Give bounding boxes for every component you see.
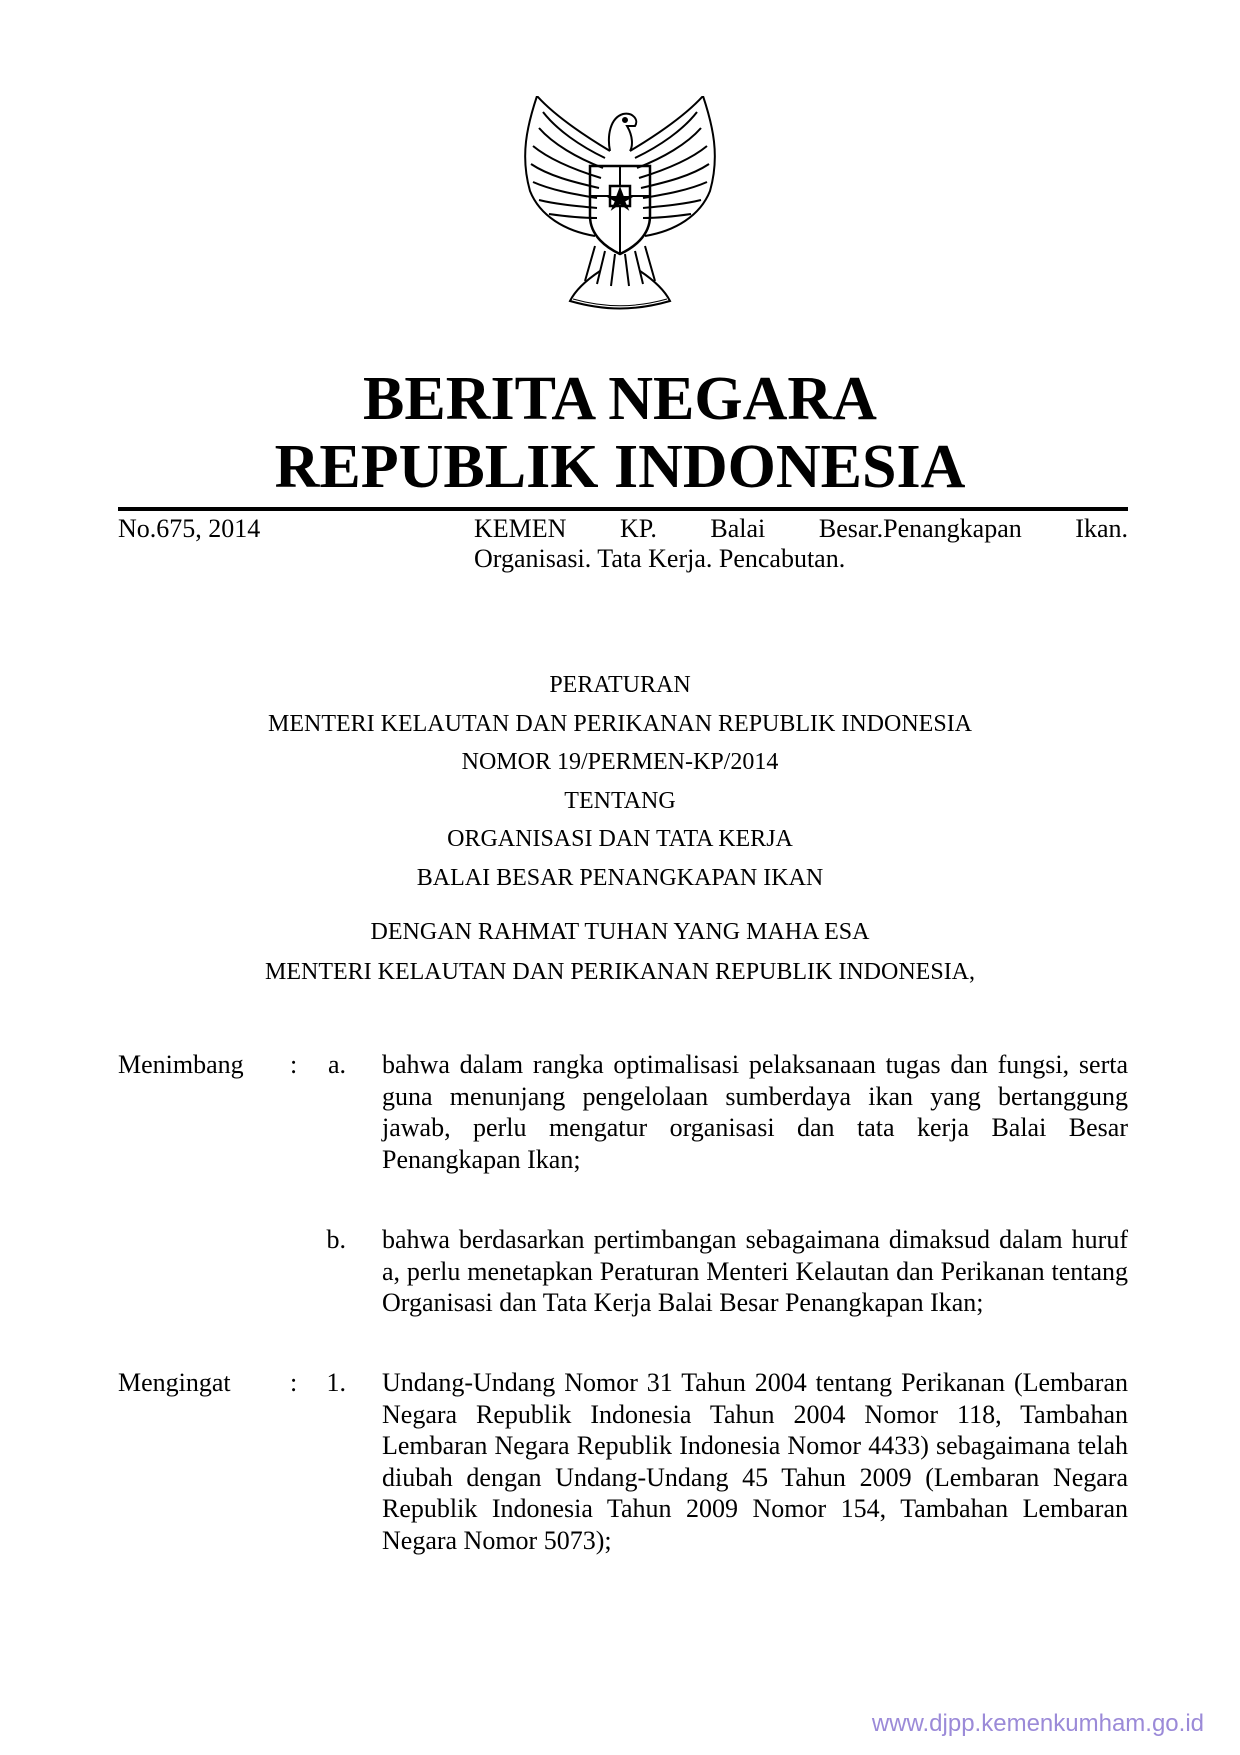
regulation-title-line: PERATURAN — [549, 672, 691, 698]
masthead-divider — [118, 507, 1128, 511]
regulation-title-line: BALAI BESAR PENANGKAPAN IKAN — [416, 864, 824, 891]
mengingat-item-text: Undang-Undang Nomor 31 Tahun 2004 tentang Perikanan (Lembaran Negara Republik Indonesia Tahun 2004 Nomor 118, Tambahan Lembaran Negara Republik Indonesia Nomor 4433) sebagaimana telah diubah dengan Undang-Undang 45 Tahun 2009 (Lembaran Negara Republik Indonesia Tahun 2009 Nomor 154, Tambahan Lembaran Negara Nomor 5073); — [382, 1368, 1128, 1555]
gazette-subject — [474, 514, 1128, 574]
footer-website-link[interactable]: www.djpp.kemenkumham.go.id — [871, 1710, 1204, 1737]
regulation-title-line: MENTERI KELAUTAN DAN PERIKANAN REPUBLIK INDONESIA — [267, 710, 973, 737]
menimbang-item-text: bahwa berdasarkan pertimbangan sebagaimana dimaksud dalam huruf a, perlu menetapkan Peraturan Menteri Kelautan dan Perikanan tentang Organisasi dan Tata Kerja Balai Besar Penangkapan Ikan; — [382, 1225, 1128, 1317]
menimbang-colon: : — [290, 1050, 298, 1079]
regulation-title-line: NOMOR 19/PERMEN-KP/2014 — [461, 749, 779, 775]
mengingat-item-marker: 1. — [326, 1368, 346, 1397]
masthead-title-line2: REPUBLIK INDONESIA — [274, 433, 966, 501]
mengingat-label: Mengingat — [118, 1368, 231, 1397]
opening-line: DENGAN RAHMAT TUHAN YANG MAHA ESA — [370, 919, 870, 945]
menimbang-item-marker: a. — [327, 1050, 346, 1079]
regulation-title-line: ORGANISASI DAN TATA KERJA — [447, 826, 793, 852]
masthead-title-line1: BERITA NEGARA — [363, 365, 877, 433]
opening-line: MENTERI KELAUTAN DAN PERIKANAN REPUBLIK INDONESIA, — [264, 959, 976, 985]
menimbang-item-text: bahwa dalam rangka optimalisasi pelaksanaan tugas dan fungsi, serta guna menunjang pengelolaan sumberdaya ikan yang bertanggung jawab, perlu mengatur organisasi dan tata kerja Balai Besar Penangkapan Ikan; — [382, 1050, 1128, 1174]
mengingat-colon: : — [290, 1368, 298, 1397]
gazette-subject-line1: KEMEN KP. Balai Besar.Penangkapan Ikan. — [474, 514, 1128, 543]
menimbang-label: Menimbang — [118, 1050, 244, 1079]
menimbang-item-marker: b. — [326, 1225, 346, 1254]
opening-formula — [0, 912, 1240, 992]
regulation-title — [0, 666, 1240, 897]
regulation-title-line: TENTANG — [564, 787, 676, 814]
gazette-number: No.675, 2014 — [118, 514, 261, 543]
gazette-subject-line2: Organisasi. Tata Kerja. Pencabutan. — [474, 544, 846, 573]
garuda-pancasila-emblem-icon — [515, 96, 725, 311]
